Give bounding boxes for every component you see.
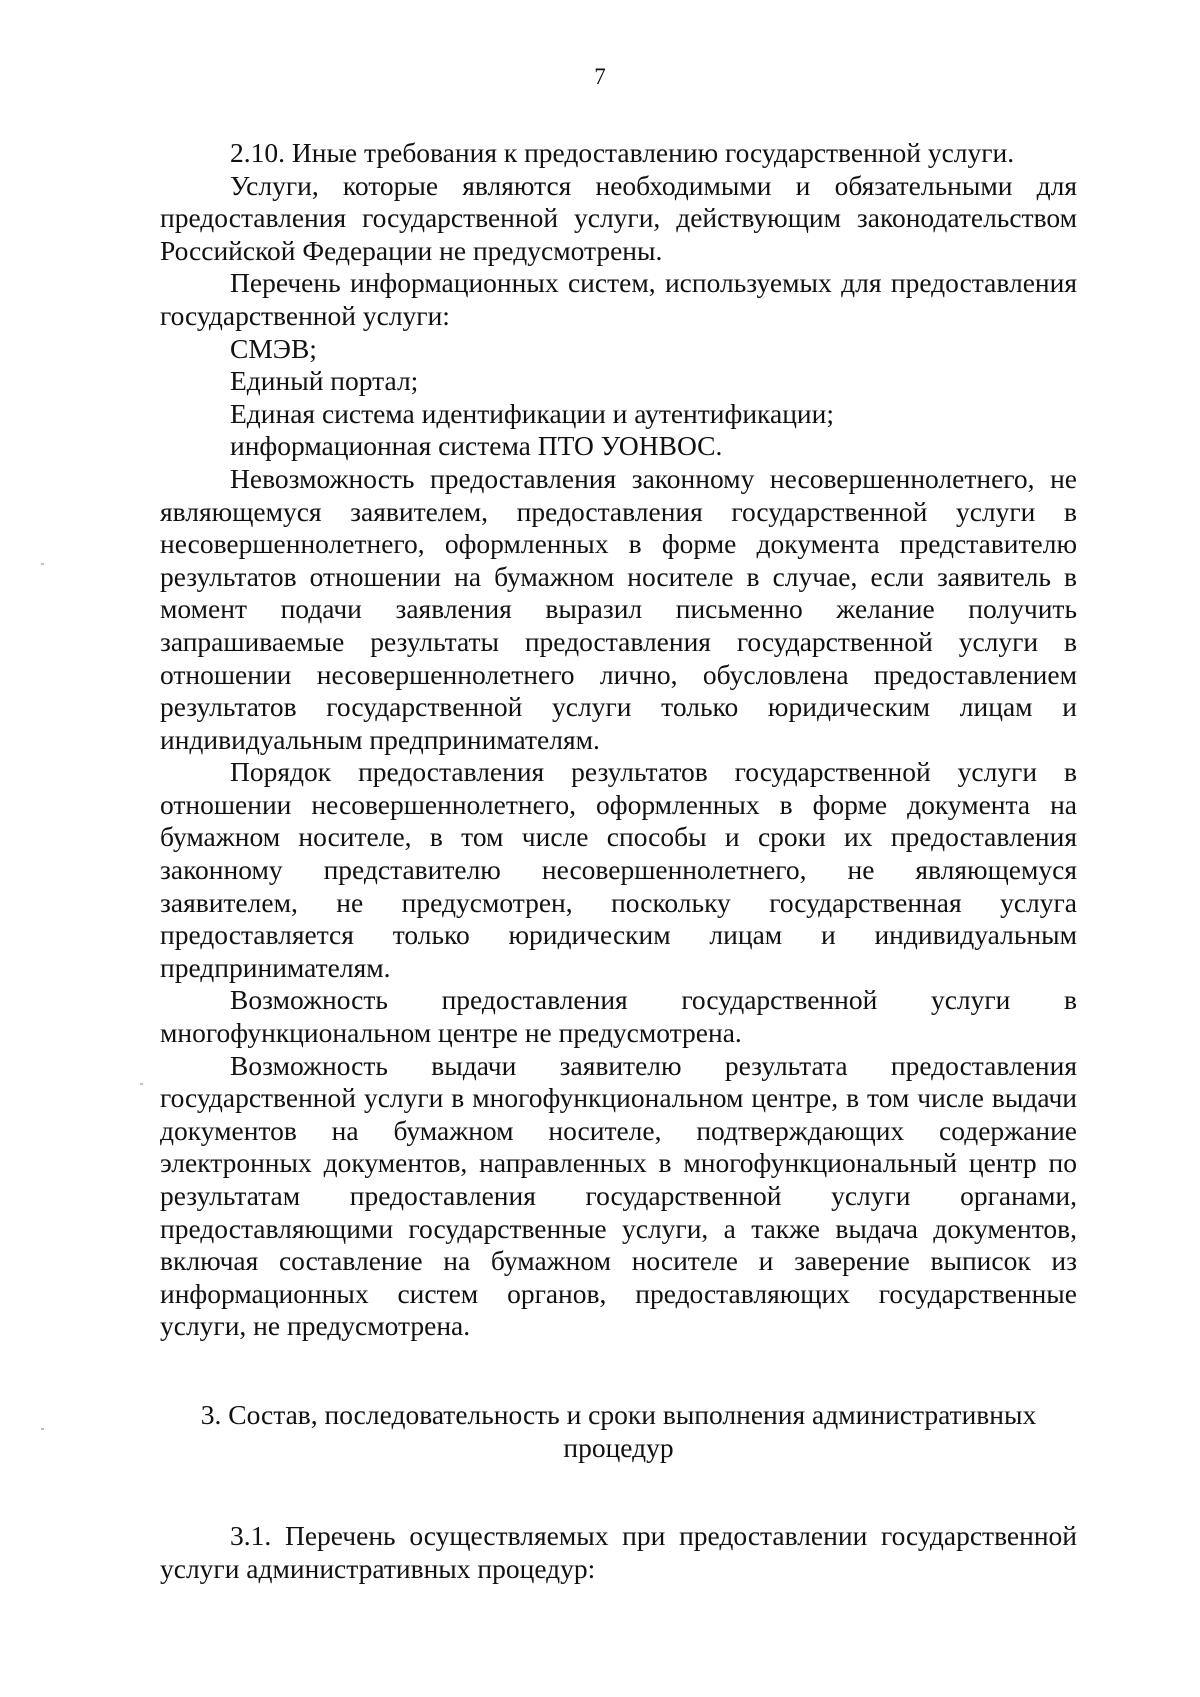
info-system-item: Единая система идентификации и аутентификации;: [230, 397, 834, 429]
section-3-heading: 3. Состав, последовательность и сроки выполнения административных процедур: [200, 1398, 1037, 1463]
paragraph-2-10-heading: 2.10. Иные требования к предоставлению государственной услуги.: [230, 137, 1015, 168]
paragraph-mfc-possibility: Возможность предоставления государственной услуги в многофункциональном центре не предусмотрена.: [160, 984, 1077, 1049]
scan-speck: [41, 563, 44, 565]
paragraph-impossibility: Невозможность предоставления законному несовершеннолетнего, не являющемуся заявителем, предоставления государственной услуги в несовершеннолетнего, оформленных в форме документа представителю результатов отношении на бумажном носителе в случае, если заявитель в момент подачи заявления выразил письменно желание получить запрашиваемые результаты предоставления государственной услуги в отношении несовершеннолетнего лично, обусловлена предоставлением результатов государственной услуги только юридическим лицам и индивидуальным предпринимателям.: [160, 462, 1077, 755]
info-system-item: СМЭВ;: [230, 332, 317, 364]
paragraph-mfc-issuance: Возможность выдачи заявителю результата предоставления государственной услуги в многофункциональном центре, в том числе выдачи документов на бумажном носителе, подтверждающих содержание электронных документов, направленных в многофункциональный центр по результатам предоставления государственной услуги органами, предоставляющими государственные услуги, а также выдача документов, включая составление на бумажном носителе и заверение выписок из информационных систем органов, предоставляющих государственные услуги, не предусмотрена.: [160, 1049, 1077, 1342]
document-body: [160, 137, 1077, 1585]
paragraph-3-1: 3.1. Перечень осуществляемых при предоставлении государственной услуги административных процедур:: [160, 1520, 1077, 1584]
scan-speck: [140, 1083, 143, 1085]
info-system-item: информационная система ПТО УОНВОС.: [230, 430, 723, 462]
page-number: 7: [594, 64, 606, 89]
paragraph-procedure: Порядок предоставления результатов государственной услуги в отношении несовершеннолетнего, оформленных в форме документа на бумажном носителе, в том числе способы и сроки их предоставления законному представителю несовершеннолетнего, не являющемуся заявителем, не предусмотрен, поскольку государственная услуга предоставляется только юридическим лицам и индивидуальным предпринимателям.: [160, 756, 1077, 983]
scan-speck: [41, 1428, 44, 1430]
paragraph-services-required: Услуги, которые являются необходимыми и обязательными для предоставления государственной услуги, действующим законодательством Российской Федерации не предусмотрены.: [160, 169, 1077, 266]
paragraph-info-systems-intro: Перечень информационных систем, используемых для предоставления государственной услуги:: [160, 267, 1077, 331]
info-system-item: Единый портал;: [230, 365, 419, 397]
